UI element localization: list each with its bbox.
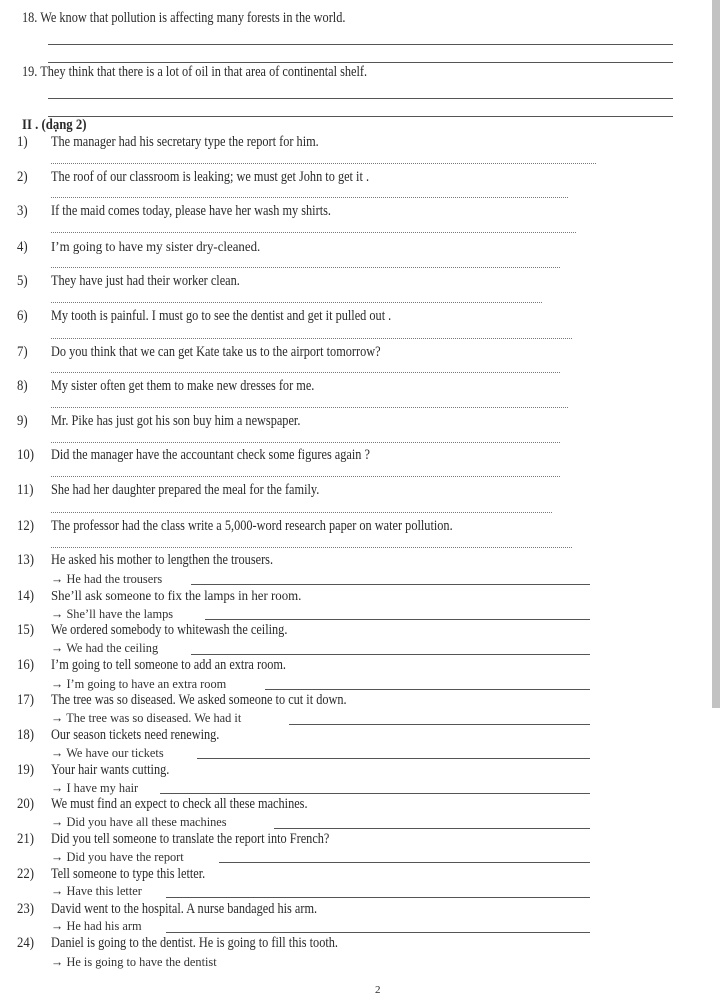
- rewrite-prompt: → He had his arm: [51, 918, 142, 933]
- answer-line[interactable]: [48, 62, 673, 63]
- item-text: The manager had his secretary type the report for him.: [51, 134, 319, 150]
- item-number: 24): [17, 935, 34, 951]
- item-number: 7): [17, 344, 28, 360]
- item-text: Daniel is going to the dentist. He is going to fill this tooth.: [51, 935, 338, 951]
- item-text: Mr. Pike has just got his son buy him a newspaper.: [51, 413, 301, 429]
- item-number: 6): [17, 308, 28, 324]
- answer-line[interactable]: [51, 267, 560, 268]
- answer-line[interactable]: [274, 828, 590, 829]
- item-number: 16): [17, 657, 34, 673]
- answer-line[interactable]: [191, 654, 590, 655]
- item-number: 11): [17, 482, 34, 498]
- item-text: She had her daughter prepared the meal for the family.: [51, 482, 320, 498]
- item-text: Do you think that we can get Kate take us to the airport tomorrow?: [51, 344, 381, 360]
- answer-line[interactable]: [191, 584, 590, 585]
- rewrite-prompt: → He is going to have the dentist: [51, 954, 217, 969]
- item-number: 8): [17, 378, 28, 394]
- item-number: 9): [17, 413, 28, 429]
- item-number: 20): [17, 796, 34, 812]
- answer-line[interactable]: [51, 476, 560, 477]
- item-number: 19): [17, 762, 34, 778]
- item-text: The professor had the class write a 5,000-word research paper on water pollution.: [51, 518, 453, 534]
- item-number: 22): [17, 866, 34, 882]
- item-number: 21): [17, 831, 34, 847]
- rewrite-prompt: → Have this letter: [51, 883, 142, 898]
- item-number: 15): [17, 622, 34, 638]
- item-text: Did you tell someone to translate the report into French?: [51, 831, 330, 847]
- rewrite-prompt: → Did you have the report: [51, 849, 184, 864]
- item-text: The roof of our classroom is leaking; we must get John to get it .: [51, 169, 370, 185]
- item-number: 14): [17, 588, 34, 604]
- item-text: She’ll ask someone to fix the lamps in her room.: [51, 589, 302, 604]
- rewrite-prompt: → She’ll have the lamps: [51, 606, 174, 621]
- answer-line[interactable]: [289, 724, 590, 725]
- item-text: I’m going to have my sister dry-cleaned.: [51, 240, 261, 255]
- answer-line[interactable]: [51, 512, 552, 513]
- exercise-item-19: [22, 64, 367, 81]
- rewrite-prompt: → I have my hair: [51, 780, 139, 795]
- answer-line[interactable]: [51, 547, 572, 548]
- item-text: We ordered somebody to whitewash the ceiling.: [51, 622, 288, 638]
- exercise-item-18: [22, 10, 345, 27]
- vertical-scrollbar-thumb[interactable]: [712, 0, 720, 708]
- item-number: 2): [17, 169, 28, 185]
- item-text: He asked his mother to lengthen the trousers.: [51, 552, 274, 568]
- item-text: My tooth is painful. I must go to see the dentist and get it pulled out .: [51, 308, 392, 324]
- rewrite-prompt: → I’m going to have an extra room: [51, 676, 227, 691]
- item-text: Our season tickets need renewing.: [51, 727, 220, 743]
- page-number: 2: [375, 984, 381, 996]
- item-text: If the maid comes today, please have her wash my shirts.: [51, 203, 331, 219]
- answer-line[interactable]: [197, 758, 590, 759]
- answer-line[interactable]: [51, 442, 560, 443]
- answer-line[interactable]: [48, 98, 673, 99]
- item-number: 17): [17, 692, 34, 708]
- item-text: My sister often get them to make new dresses for me.: [51, 378, 315, 394]
- item-number: 5): [17, 273, 28, 289]
- item-text: They think that there is a lot of oil in that area of continental shelf.: [40, 64, 368, 80]
- item-number: 3): [17, 203, 28, 219]
- answer-line[interactable]: [48, 116, 673, 117]
- answer-line[interactable]: [166, 932, 590, 933]
- answer-line[interactable]: [48, 44, 673, 45]
- item-number: 19.: [22, 64, 38, 80]
- answer-line[interactable]: [160, 793, 590, 794]
- item-number: 1): [17, 134, 28, 150]
- item-text: We must find an expect to check all these machines.: [51, 796, 308, 812]
- answer-line[interactable]: [51, 197, 568, 198]
- item-number: 13): [17, 552, 34, 568]
- answer-line[interactable]: [51, 232, 576, 233]
- answer-line[interactable]: [51, 407, 568, 408]
- rewrite-prompt: → Did you have all these machines: [51, 814, 227, 829]
- item-text: Did the manager have the accountant check some figures again ?: [51, 447, 370, 463]
- rewrite-prompt: → The tree was so diseased. We had it: [51, 710, 242, 725]
- rewrite-prompt: → He had the trousers: [51, 571, 163, 586]
- answer-line[interactable]: [265, 689, 590, 690]
- rewrite-prompt: → We have our tickets: [51, 745, 164, 760]
- rewrite-prompt: → We had the ceiling: [51, 640, 159, 655]
- item-number: 23): [17, 901, 34, 917]
- item-text: I’m going to tell someone to add an extra room.: [51, 657, 287, 673]
- item-text: David went to the hospital. A nurse bandaged his arm.: [51, 901, 318, 917]
- item-number: 4): [17, 239, 28, 255]
- answer-line[interactable]: [205, 619, 590, 620]
- item-text: We know that pollution is affecting many forests in the world.: [40, 10, 346, 26]
- answer-line[interactable]: [51, 338, 572, 339]
- answer-line[interactable]: [51, 302, 542, 303]
- vertical-scrollbar-track[interactable]: [712, 708, 720, 1002]
- item-number: 18): [17, 727, 34, 743]
- answer-line[interactable]: [51, 163, 596, 164]
- answer-line[interactable]: [166, 897, 590, 898]
- item-number: 12): [17, 518, 34, 534]
- item-text: Your hair wants cutting.: [51, 762, 170, 778]
- answer-line[interactable]: [51, 372, 560, 373]
- item-text: They have just had their worker clean.: [51, 273, 240, 289]
- item-number: 10): [17, 447, 34, 463]
- item-text: Tell someone to type this letter.: [51, 866, 206, 882]
- item-text: The tree was so diseased. We asked someone to cut it down.: [51, 692, 347, 708]
- section-heading: II . (dạng 2): [22, 117, 87, 133]
- answer-line[interactable]: [219, 862, 590, 863]
- item-number: 18.: [22, 10, 38, 26]
